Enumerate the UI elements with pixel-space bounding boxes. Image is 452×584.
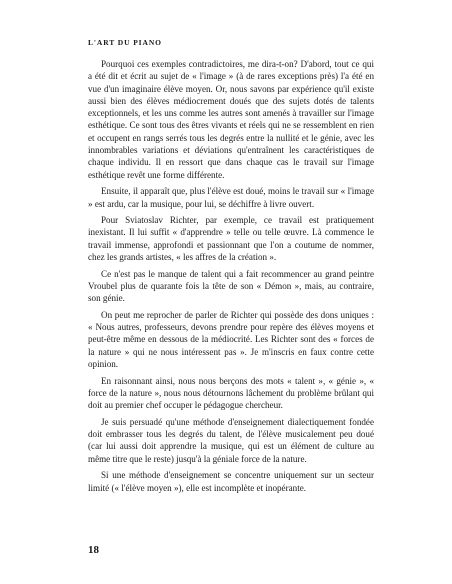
paragraph: Pour Sviatoslav Richter, par exemple, ce travail est pratiquement inexistant. Il lui suffit « d'apprendre » telle ou telle œuvre. Là commence le travail immense, approfondi et passionnant que l'on a coutume de nommer, chez les grands artistes, « les affres de la création ». <box>88 215 374 263</box>
paragraph: Pourquoi ces exemples contradictoires, me dira-t-on? D'abord, tout ce qui a été dit et écrit au sujet de « l'image » (à de rares exceptions près) l'a été en vue d'un imaginaire élève moyen. Or, nous savons par expérience qu'il existe aussi bien des élèves médiocrement doués que des sujets dotés de talents exceptionnels, et les uns comme les autres sont amenés à travailler sur l'image esthétique. Ce sont tous des êtres vivants et réels qui ne se ressemblent en rien et occupent en rangs serrés tous les degrés entre la nullité et le génie, avec les innombrables variations et déviations qu'entraînent les caractéristiques de chaque individu. Il en ressort que dans chaque cas le travail sur l'image esthétique revêt une forme différente. <box>88 59 374 180</box>
paragraph: Ce n'est pas le manque de talent qui a fait recommencer au grand peintre Vroubel plus de quarante fois la tête de son « Démon », mais, au contraire, son génie. <box>88 268 374 304</box>
paragraph: Je suis persuadé qu'une méthode d'enseignement dialectiquement fondée doit embrasser tous les degrés du talent, de l'élève musicalement peu doué (car lui aussi doit apprendre la musique, qui est un élément de culture au même titre que le reste) jusqu'à la géniale force de la nature. <box>88 416 374 464</box>
running-head: L'ART DU PIANO <box>88 38 162 47</box>
paragraph: Ensuite, il apparaît que, plus l'élève est doué, moins le travail sur « l'image » est ardu, car la musique, pour lui, se déchiffre à livre ouvert. <box>88 186 374 209</box>
paragraph: En raisonnant ainsi, nous nous berçons des mots « talent », « génie », « force de la nature », nous nous détournons lâchement du problème brûlant qui doit au premier chef occuper le pédagogue chercheur. <box>88 375 374 411</box>
paragraph: Si une méthode d'enseignement se concentre uniquement sur un secteur limité (« l'élève moyen »), elle est incomplète et inopérante. <box>88 470 374 493</box>
book-page <box>88 38 374 494</box>
page-number: 18 <box>88 544 99 556</box>
body-text <box>88 58 374 494</box>
paragraph: On peut me reprocher de parler de Richter qui possède des dons uniques : « Nous autres, professeurs, devons prendre pour repère des élèves moyens et peut-être même en dessous de la médiocrité. Les Richter sont des « forces de la nature » qui ne nous intéressent pas ». Je m'inscris en faux contre cette opinion. <box>88 309 374 370</box>
